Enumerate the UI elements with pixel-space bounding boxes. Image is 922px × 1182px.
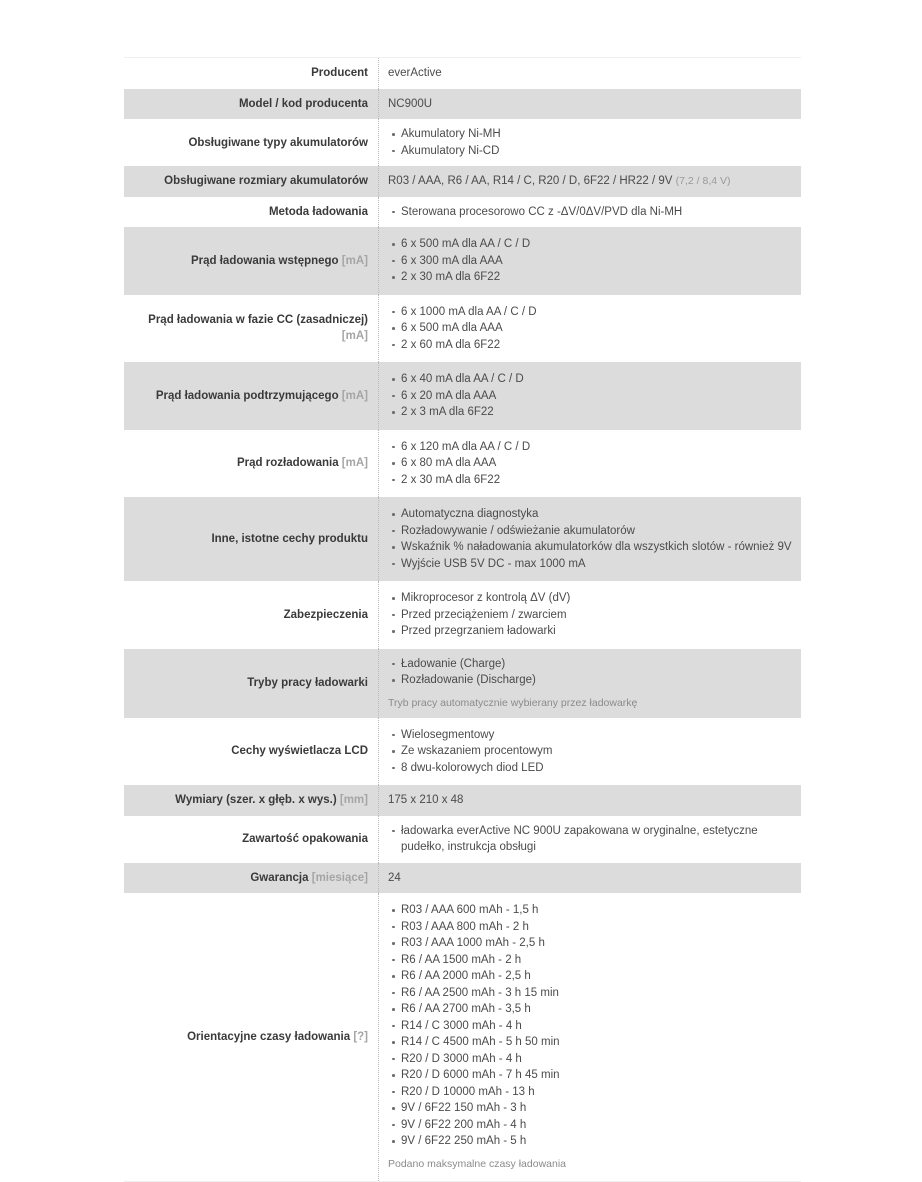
- spec-label-text: Tryby pracy ładowarki: [247, 677, 368, 689]
- spec-label-cell: [124, 119, 379, 166]
- list-item: Wyjście USB 5V DC - max 1000 mA: [401, 556, 793, 573]
- spec-label-cell: [124, 166, 379, 197]
- spec-label-unit: [mA]: [341, 457, 368, 470]
- spec-value-cell: [379, 295, 802, 363]
- spec-label-text: Orientacyjne czasy ładowania: [187, 1030, 351, 1043]
- spec-value-cell: [379, 893, 802, 1181]
- list-item: Rozładowanie (Discharge): [401, 672, 793, 689]
- spec-value-list: [388, 236, 793, 286]
- list-item: Akumulatory Ni-MH: [401, 126, 793, 143]
- spec-label-unit: [miesiące]: [311, 871, 368, 884]
- spec-value-cell: [379, 197, 802, 228]
- spec-value-cell: [379, 362, 802, 430]
- list-item: R6 / AA 2500 mAh - 3 h 15 min: [401, 985, 793, 1002]
- list-item: 2 x 30 mA dla 6F22: [401, 472, 793, 489]
- spec-value-text: everActive: [388, 67, 442, 79]
- table-row: [124, 649, 801, 718]
- list-item: 6 x 20 mA dla AAA: [401, 388, 793, 405]
- spec-label-text: Zawartość opakowania: [242, 833, 368, 845]
- spec-value-cell: [379, 430, 802, 498]
- spec-label-cell: [124, 497, 379, 581]
- spec-label-unit: [mA]: [341, 330, 368, 343]
- spec-label-cell: [124, 816, 379, 863]
- spec-label-cell: [124, 430, 379, 498]
- table-row: [124, 497, 801, 581]
- spec-label-cell: [124, 649, 379, 718]
- list-item: 9V / 6F22 250 mAh - 5 h: [401, 1133, 793, 1150]
- list-item: Wskaźnik % naładowania akumulatorków dla wszystkich slotów - również 9V: [401, 539, 793, 556]
- spec-value-note: Tryb pracy automatycznie wybierany przez ładowarkę: [388, 696, 638, 709]
- spec-value-cell: [379, 581, 802, 649]
- spec-value-cell: [379, 816, 802, 863]
- spec-label-text: Gwarancja: [250, 871, 309, 884]
- list-item: 8 dwu-kolorowych diod LED: [401, 760, 793, 777]
- list-item: 6 x 80 mA dla AAA: [401, 455, 793, 472]
- list-item: Sterowana procesorowo CC z -ΔV/0ΔV/PVD dla Ni-MH: [401, 204, 793, 221]
- spec-value-text: NC900U: [388, 97, 433, 110]
- table-row: [124, 816, 801, 863]
- spec-label-text: Prąd rozładowania: [236, 457, 339, 470]
- spec-label-unit: [mA]: [341, 389, 368, 402]
- spec-value-list: [388, 506, 793, 572]
- spec-value-text: ładowarka everActive NC 900U zapakowana w oryginalne, estetyczne pudełko, instrukcja obsługi: [388, 823, 793, 856]
- spec-label-text: Obsługiwane typy akumulatorów: [188, 136, 368, 149]
- list-item: Mikroprocesor z kontrolą ΔV (dV): [401, 590, 793, 607]
- list-item: R14 / C 3000 mAh - 4 h: [401, 1018, 793, 1035]
- spec-value-list: [388, 656, 793, 689]
- table-row: [124, 893, 801, 1181]
- list-item: Przed przegrzaniem ładowarki: [401, 623, 793, 640]
- table-row: [124, 430, 801, 498]
- list-item: 9V / 6F22 150 mAh - 3 h: [401, 1100, 793, 1117]
- spec-value-parenthetical: (7,2 / 8,4 V): [675, 175, 731, 187]
- spec-label-unit: [mA]: [341, 254, 368, 267]
- table-row: [124, 166, 801, 197]
- list-item: R20 / D 3000 mAh - 4 h: [401, 1051, 793, 1068]
- table-row: [124, 785, 801, 816]
- spec-label-text: Metoda ładowania: [268, 205, 368, 218]
- spec-value-list: [388, 371, 793, 421]
- specification-table-body: [124, 58, 801, 1182]
- spec-value-text: 24: [388, 871, 401, 884]
- spec-value-text: R03 / AAA, R6 / AA, R14 / C, R20 / D, 6F22 / HR22 / 9V: [388, 175, 673, 187]
- spec-value-note: Podano maksymalne czasy ładowania: [388, 1157, 567, 1170]
- spec-value-list: [388, 727, 793, 777]
- spec-label-cell: [124, 785, 379, 816]
- spec-label-unit: [?]: [353, 1030, 368, 1043]
- list-item: R14 / C 4500 mAh - 5 h 50 min: [401, 1034, 793, 1051]
- spec-value-list: [388, 439, 793, 489]
- list-item: Akumulatory Ni-CD: [401, 143, 793, 160]
- spec-label-unit: [mm]: [339, 794, 368, 807]
- list-item: 6 x 300 mA dla AAA: [401, 253, 793, 270]
- product-specification-panel: [124, 57, 801, 1182]
- spec-label-text: Zabezpieczenia: [283, 608, 368, 621]
- list-item: Automatyczna diagnostyka: [401, 506, 793, 523]
- table-row: [124, 362, 801, 430]
- table-row: [124, 227, 801, 295]
- spec-value-cell: [379, 119, 802, 166]
- list-item: R6 / AA 2000 mAh - 2,5 h: [401, 968, 793, 985]
- list-item: 6 x 1000 mA dla AA / C / D: [401, 304, 793, 321]
- table-row: [124, 119, 801, 166]
- list-item: 9V / 6F22 200 mAh - 4 h: [401, 1117, 793, 1134]
- list-item: 2 x 60 mA dla 6F22: [401, 337, 793, 354]
- list-item: R20 / D 10000 mAh - 13 h: [401, 1084, 793, 1101]
- list-item: R03 / AAA 600 mAh - 1,5 h: [401, 902, 793, 919]
- table-row: [124, 197, 801, 228]
- spec-label-cell: [124, 295, 379, 363]
- list-item: Ze wskazaniem procentowym: [401, 743, 793, 760]
- list-item: Przed przeciążeniem / zwarciem: [401, 607, 793, 624]
- spec-label-cell: [124, 362, 379, 430]
- spec-value-cell: [379, 166, 802, 197]
- spec-value-cell: [379, 497, 802, 581]
- spec-value-list: [388, 204, 793, 221]
- spec-label-cell: [124, 581, 379, 649]
- spec-label-text: Model / kod producenta: [238, 97, 368, 110]
- spec-value-cell: [379, 863, 802, 894]
- table-row: [124, 581, 801, 649]
- list-item: 6 x 40 mA dla AA / C / D: [401, 371, 793, 388]
- list-item: 6 x 500 mA dla AA / C / D: [401, 236, 793, 253]
- list-item: R03 / AAA 1000 mAh - 2,5 h: [401, 935, 793, 952]
- spec-label-text: Prąd ładowania w fazie CC (zasadniczej): [148, 314, 368, 327]
- spec-value-cell: [379, 649, 802, 718]
- list-item: 2 x 3 mA dla 6F22: [401, 404, 793, 421]
- spec-label-text: Producent: [311, 67, 368, 80]
- table-row: [124, 58, 801, 89]
- list-item: R6 / AA 2700 mAh - 3,5 h: [401, 1001, 793, 1018]
- spec-label-cell: [124, 197, 379, 228]
- spec-label-cell: [124, 863, 379, 894]
- spec-value-cell: [379, 785, 802, 816]
- spec-label-cell: [124, 718, 379, 786]
- spec-label-text: Inne, istotne cechy produktu: [211, 533, 368, 545]
- spec-value-cell: [379, 718, 802, 786]
- table-row: [124, 89, 801, 120]
- list-item: Wielosegmentowy: [401, 727, 793, 744]
- list-item: 6 x 500 mA dla AAA: [401, 320, 793, 337]
- list-item: R03 / AAA 800 mAh - 2 h: [401, 919, 793, 936]
- list-item: R6 / AA 1500 mAh - 2 h: [401, 952, 793, 969]
- spec-label-text: Wymiary (szer. x głęb. x wys.): [175, 794, 337, 807]
- spec-label-text: Prąd ładowania podtrzymującego: [155, 389, 339, 402]
- spec-label-cell: [124, 58, 379, 89]
- spec-label-text: Prąd ładowania wstępnego: [190, 254, 339, 267]
- spec-label-cell: [124, 893, 379, 1181]
- spec-label-cell: [124, 89, 379, 120]
- table-row: [124, 718, 801, 786]
- list-item: Rozładowywanie / odświeżanie akumulatorów: [401, 523, 793, 540]
- table-row: [124, 295, 801, 363]
- spec-value-list: [388, 590, 793, 640]
- spec-label-text: Obsługiwane rozmiary akumulatorów: [164, 175, 368, 188]
- list-item: R20 / D 6000 mAh - 7 h 45 min: [401, 1067, 793, 1084]
- list-item: 2 x 30 mA dla 6F22: [401, 269, 793, 286]
- specification-table: [124, 57, 801, 1182]
- spec-value-cell: [379, 89, 802, 120]
- spec-value-list: [388, 304, 793, 354]
- list-item: Ładowanie (Charge): [401, 656, 793, 673]
- spec-value-list: [388, 902, 793, 1150]
- list-item: 6 x 120 mA dla AA / C / D: [401, 439, 793, 456]
- spec-value-cell: [379, 227, 802, 295]
- spec-value-list: [388, 126, 793, 159]
- spec-label-cell: [124, 227, 379, 295]
- spec-value-text: 175 x 210 x 48: [388, 794, 464, 806]
- spec-label-text: Cechy wyświetlacza LCD: [231, 745, 368, 758]
- table-row: [124, 863, 801, 894]
- spec-value-cell: [379, 58, 802, 89]
